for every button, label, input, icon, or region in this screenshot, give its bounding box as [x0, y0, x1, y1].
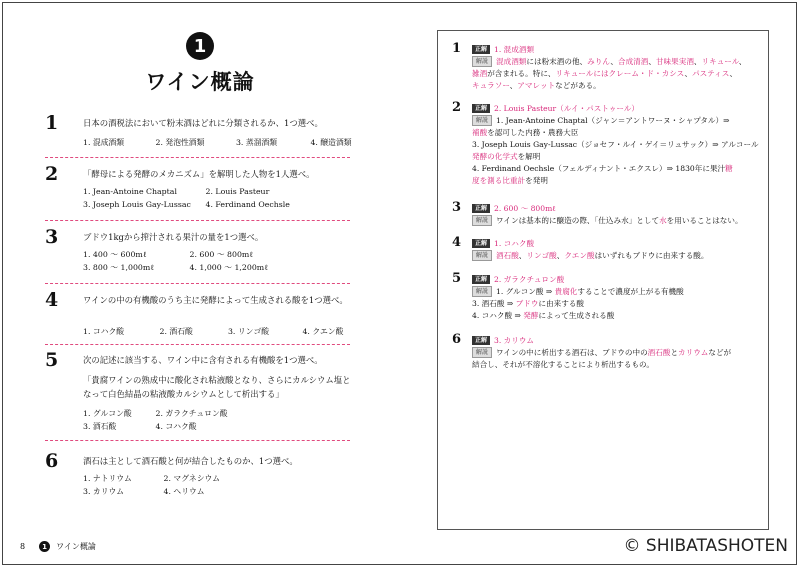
- explain-badge: 解説: [472, 347, 492, 358]
- answer-number: 2: [452, 100, 462, 115]
- option: 4. Ferdinand Oechsle: [205, 200, 290, 209]
- option: 2. Louis Pasteur: [205, 187, 270, 196]
- question-text: 酒石は主として酒石酸と何が結合したものか、1つ選べ。: [83, 456, 298, 466]
- question-text: 日本の酒税法において粉末酒はどれに分類されるか、1つ選べ。: [83, 118, 323, 128]
- question-number: 4: [45, 289, 59, 311]
- option: 1. ナトリウム: [83, 474, 132, 483]
- answer-text: 2. 600 ～ 800mℓ: [494, 204, 556, 213]
- question-options: [83, 248, 355, 274]
- question-number: 2: [45, 163, 59, 185]
- option: 3. 酒石酸: [83, 422, 117, 431]
- question-options: [83, 472, 355, 498]
- explanation-line: 解説 酒石酸、リンゴ酸、クエン酸はいずれもブドウに由来する酸。: [472, 250, 767, 262]
- explanation-line: 解説 ワインの中に析出する酒石は、ブドウの中の酒石酸とカリウムなどが: [472, 347, 767, 359]
- option: 4. クエン酸: [302, 327, 344, 336]
- option: 2. 酒石酸: [159, 327, 193, 336]
- explain-badge: 解説: [472, 286, 492, 297]
- explain-badge: 解説: [472, 56, 492, 67]
- explanation-line: 解説 1. グルコン酸 ⇒ 貴腐化することで濃度が上がる有機酸: [472, 286, 767, 298]
- explanation-line: 3. Joseph Louis Gay-Lussac（ジョセフ・ルイ・ゲイ＝リュサック）⇒ アルコール: [472, 140, 759, 149]
- answer-text: 3. カリウム: [494, 336, 534, 345]
- question-number: 1: [45, 112, 59, 134]
- option: 3. Joseph Louis Gay-Lussac: [83, 200, 191, 209]
- answer-number: 3: [452, 200, 462, 215]
- question-quote: 「貴腐ワインの熟成中に酸化され粘液酸となり、さらにカルシウム塩となって白色結晶の粘液酸カルシウムとして析出する」: [83, 375, 351, 399]
- explain-badge: 解説: [472, 250, 492, 261]
- explanation-line: 3. 酒石酸 ⇒ ブドウに由来する酸: [472, 299, 584, 308]
- explanation-line: 度を測る比重計を発明: [472, 176, 548, 185]
- answer-text: 1. 混成酒類: [494, 45, 535, 54]
- option: 4. 1,000 ～ 1,200mℓ: [189, 263, 268, 272]
- explanation-line: 解説 混成酒類には粉末酒の他、みりん、合成清酒、甘味果実酒、リキュール、: [472, 56, 767, 68]
- option: 1. グルコン酸: [83, 409, 132, 418]
- option: 2. 発泡性酒類: [155, 138, 205, 147]
- option: 3. 蒸溜酒類: [235, 138, 278, 147]
- answer-text: 2. Louis Pasteur（ルイ・パストゥール）: [494, 104, 639, 113]
- chapter-title: ワイン概論: [145, 70, 255, 94]
- explanation-line: 結合し、それが不溶化することにより析出するもの。: [472, 360, 654, 369]
- option: 3. カリウム: [83, 487, 125, 496]
- question-number: 6: [45, 450, 59, 472]
- question-text: 次の記述に該当する、ワイン中に含有される有機酸を1つ選べ。: [83, 355, 323, 365]
- copyright-watermark: © SHIBATASHOTEN: [623, 536, 788, 556]
- answer-badge: 正解: [472, 275, 490, 284]
- answer-number: 1: [452, 41, 462, 56]
- explanation-line: 4. コハク酸 ⇒ 発酵によって生成される酸: [472, 311, 615, 320]
- answer-number: 4: [452, 235, 462, 250]
- option: 1. コハク酸: [83, 327, 125, 336]
- explanation-line: 補酸を認可した内務・農務大臣: [472, 128, 579, 137]
- footer-chapter-badge: 1: [39, 541, 50, 552]
- explain-badge: 解説: [472, 215, 492, 226]
- explanation-line: 解説 1. Jean-Antoine Chaptal（ジャン＝アントワーヌ・シャプタル）⇒: [472, 115, 767, 127]
- question-options: [83, 136, 355, 149]
- footer-chapter-title: ワイン概論: [56, 542, 96, 551]
- question-separator: [45, 344, 350, 345]
- option: 2. マグネシウム: [163, 474, 221, 483]
- page-footer: [20, 541, 96, 552]
- option: 1. 400 ～ 600mℓ: [83, 250, 147, 259]
- option: 3. リンゴ酸: [227, 327, 270, 336]
- explanation-line: 発酵の化学式を解明: [472, 152, 541, 161]
- answer-badge: 正解: [472, 104, 490, 113]
- question-options: [83, 185, 355, 211]
- answer-badge: 正解: [472, 239, 490, 248]
- option: 1. 混成酒類: [83, 138, 125, 147]
- page-number: 8: [20, 542, 26, 551]
- option: 2. ガラクチュロン酸: [155, 409, 228, 418]
- option: 2. 600 ～ 800mℓ: [189, 250, 254, 259]
- question-text: ブドウ1kgから搾汁される果汁の量を1つ選べ。: [83, 232, 264, 242]
- question-text: ワインの中の有機酸のうち主に発酵によって生成される酸を1つ選べ。: [83, 295, 348, 305]
- answer-number: 6: [452, 332, 462, 347]
- explanation-line: 4. Ferdinand Oechsle（フェルディナント・エクスレ）⇒ 1830年に果汁糖: [472, 164, 733, 173]
- answer-badge: 正解: [472, 204, 490, 213]
- question-separator: [45, 220, 350, 221]
- answer-text: 1. コハク酸: [494, 239, 535, 248]
- answer-number: 5: [452, 271, 462, 286]
- option: 3. 800 ～ 1,000mℓ: [83, 263, 155, 272]
- explanation-line: 雑酒が含まれる。特に、リキュールにはクレーム・ド・カシス、パスティス、: [472, 69, 738, 78]
- question-number: 3: [45, 226, 59, 248]
- question-text: 「酵母による発酵のメカニズム」を解明した人物を1人選べ。: [83, 169, 315, 179]
- question-separator: [45, 157, 350, 158]
- option: 4. コハク酸: [155, 422, 197, 431]
- question-options: [83, 325, 355, 338]
- option: 1. Jean-Antoine Chaptal: [83, 187, 177, 196]
- question-options: [83, 407, 355, 433]
- question-separator: [45, 283, 350, 284]
- chapter-number-badge: 1: [186, 32, 214, 60]
- answer-badge: 正解: [472, 336, 490, 345]
- option: 4. 醸造酒類: [310, 138, 352, 147]
- explain-badge: 解説: [472, 115, 492, 126]
- answer-text: 2. ガラクチュロン酸: [494, 275, 565, 284]
- answer-badge: 正解: [472, 45, 490, 54]
- question-number: 5: [45, 349, 59, 371]
- explanation-line: 解説 ワインは基本的に醸造の際、「仕込み水」として水を用いることはない。: [472, 215, 767, 227]
- question-separator: [45, 440, 350, 441]
- explanation-line: キュラソー、アマレットなどがある。: [472, 81, 601, 90]
- option: 4. ヘリウム: [163, 487, 205, 496]
